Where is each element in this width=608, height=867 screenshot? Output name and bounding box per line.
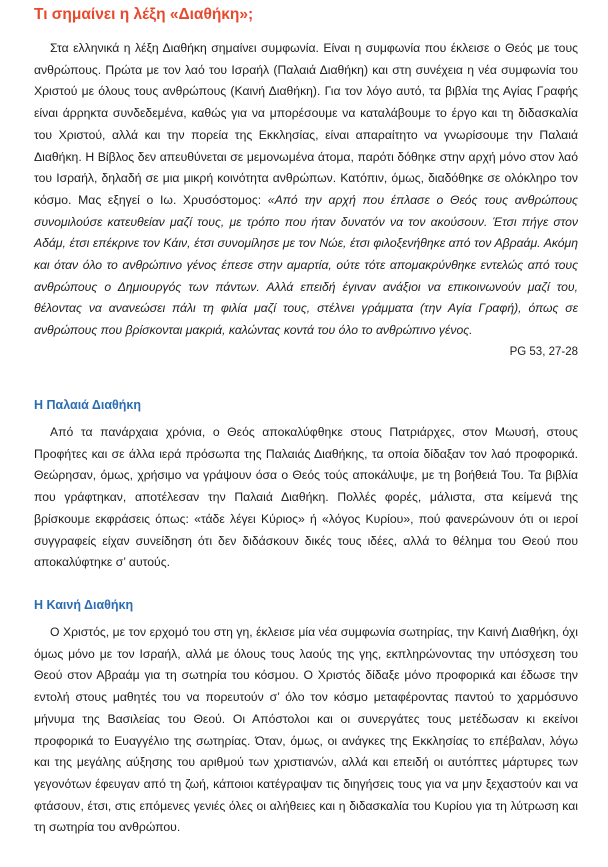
intro-paragraph [34,38,578,342]
section-heading-old-testament: Η Παλαιά Διαθήκη [34,398,142,412]
chrysostom-quote: «Από την αρχή που έπλασε ο Θεός τους ανθρώπους συνομιλούσε κατευθείαν μαζί τους, με τρόπο που ήταν δυνατόν να τον ακούσουν. Έτσι πήγε στον Αδάμ, έτσι επέκρινε τον Κάιν, έτσι συνομίλησε με τον Νώε, έτσι φιλοξενήθηκε από τον Αβραάμ. Ακόμη και όταν όλο το ανθρώπινο γένος έπεσε στην αμαρτία, ούτε τότε απομακρύνθηκε εντελώς από τους ανθρώπους ο Δημιουργός των πάντων. Αλλά επειδή έγιναν ανάξιοι να επικοινωνούν μαζί του, θέλοντας να ανανεώσει πάλι τη φιλία μαζί τους, στέλνει γράμματα (την Αγία Γραφή), όπως σε ανθρώπους που βρίσκονται μακριά, καλώντας κοντά του όλο το ανθρώπινο γένος. [34,192,578,338]
quote-source: PG 53, 27-28 [509,346,578,358]
section-heading-new-testament: Η Καινή Διαθήκη [34,598,134,612]
section-text-old-testament: Από τα πανάρχαια χρόνια, ο Θεός αποκαλύφθηκε στους Πατριάρχες, στον Μωυσή, στους Προφήτες και σε άλλα ιερά πρόσωπα της Παλαιάς Διαθήκης, τα οποία δίδαξαν τον λαό προφορικά. Θεώρησαν, όμως, χρήσιμο να γράψουν όσα ο Θεός τούς αποκάλυψε, με τη βοήθειά Του. Τα βιβλία που γράφτηκαν, αποτέλεσαν την Παλαιά Διαθήκη. Πολλές φορές, μάλιστα, στα κείμενά της βρίσκουμε εκφράσεις όπως: «τάδε λέγει Κύριος» ή «λόγος Κυρίου», πού φανερώνουν ότι οι ιεροί συγγραφείς είχαν συνείδηση ότι δεν διδάσκουν δικές τους ιδέες, αλλά το θέλημα του Θεού που αποκαλύφτηκε σ’ αυτούς. [34,425,578,570]
page-title: Τι σημαίνει η λέξη «Διαθήκη»; [34,6,254,23]
intro-text: Στα ελληνικά η λέξη Διαθήκη σημαίνει συμφωνία. Είναι η συμφωνία που έκλεισε ο Θεός με τους ανθρώπους. Πρώτα με τον λαό του Ισραήλ (Παλαιά Διαθήκη) και στη συνέχεια η νέα συμφωνία του Χριστού με όλους τους ανθρώπους (Καινή Διαθήκη). Για τον λόγο αυτό, τα βιβλία της Αγίας Γραφής είναι άρρηκτα συνδεδεμένα, καθώς για να μπορέσουμε να καταλάβουμε το έργο και τη διδασκαλία του Χριστού, αλλά και την πορεία της Εκκλησίας, είναι απαραίτητο να γνωρίσουμε την Παλαιά Διαθήκη. Η Βίβλος δεν απευθύνεται σε μεμονωμένα άτομα, παρότι δόθηκε στην αρχή μόνο στον λαό του Ισραήλ, δηλαδή σε μια μικρή κοινότητα ανθρώπων. Κατόπιν, όμως, διαδόθηκε σε ολόκληρο τον κόσμο. Μας εξηγεί ο Ιω. Χρυσόστομος: [34,41,578,207]
section-text-new-testament: Ο Χριστός, με τον ερχομό του στη γη, έκλεισε μία νέα συμφωνία σωτηρίας, την Καινή Διαθήκη, όχι όμως μόνο με τον Ισραήλ, αλλά με όλους τους λαούς της γης, εκπληρώνοντας την υπόσχεση του Θεού στον Αβραάμ για τη σωτηρία του κόσμου. Ο Χριστός δίδαξε μόνο προφορικά και έδωσε την εντολή στους μαθητές του να πορευτούν σ’ όλο τον κόσμο μεταφέροντας παντού το χαρμόσυνο μήνυμα της Βασιλείας του Θεού. Οι Απόστολοι και οι συνεργάτες τους μετέδωσαν κι εκείνοι προφορικά το Ευαγγέλιο της σωτηρίας. Όταν, όμως, οι ανάγκες της Εκκλησίας το επέβαλαν, λόγω και της μεγάλης αύξησης του αριθμού των χριστιανών, αλλά και επειδή οι αυτόπτες μάρτυρες των γεγονότων έφευγαν από τη ζωή, κάποιοι κατέγραψαν τις διηγήσεις τους για να μην ξεχαστούν και να φτάσουν, έτσι, στις επόμενες γενιές όλες οι αλήθειες και η διδασκαλία του Κυρίου για τη λύτρωση και τη σωτηρία του ανθρώπου. [34,625,578,835]
